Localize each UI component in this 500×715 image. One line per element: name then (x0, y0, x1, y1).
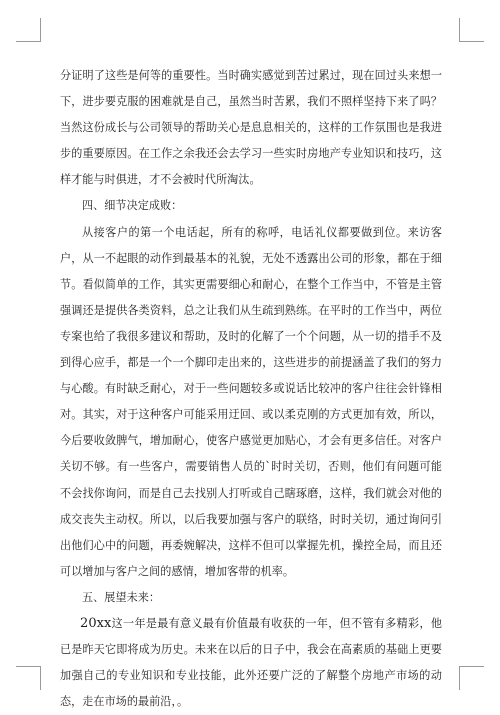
crop-mark-bottom-left (16, 666, 41, 667)
section-heading-details: 四、细节决定成败： (82, 199, 183, 213)
year-placeholder: 20xx (80, 615, 112, 631)
crop-mark-top-right (459, 41, 484, 42)
section-paragraph-details: 从接客户的第一个电话起，所有的称呼，电话礼仪都要做到位。来访客户，从一不起眼的动作到最基本的礼貌，无处不透露出公司的形象，都在于细节。看似简单的工作，其实更需要细心和耐心，在整个工作当中，不管是主管强调还是提供各类资料，总之让我们从生疏到熟练。在平时的工作当中，两位专案也给了我很多建议和帮助，及时的化解了一个个问题，从一切的措手不及到得心应手，都是一个一个脚印走出来的，这些进步的前提涵盖了我们的努力与心酸。有时缺乏耐心，对于一些问题较多或说话比较冲的客户往往会针锋相对。其实，对于这种客户可能采用迂回、或以柔克刚的方式更加有效，所以，今后要收敛脾气，增加耐心，使客户感觉更加贴心，才会有更多信任。对客户关切不够。有一些客户，需要销售人员的`时时关切，否则，他们有问题可能不会找你询问，而是自己去找别人打听或自己瞎琢磨，这样，我们就会对他的成交丧失主动权。所以，以后我要加强与客户的联络，时时关切，通过询问引出他们心中的问题，再委婉解决，这样不但可以掌握先机，操控全局，而且还可以增加与客户之间的感情，增加客带的机率。 (60, 225, 442, 578)
outlook-text: 这一年是最有意义最有价值最有收获的一年，但不管有多精彩，他已是昨天它即将成为历史。未来在以后的日子中，我会在高素质的基础上更要加强自己的专业知识和专业技能，此外还要广泛的了解整个房地产市场的动态，走在市场的最前沿，。 (60, 616, 442, 709)
crop-mark-bottom-left (40, 666, 41, 690)
document-body (60, 63, 442, 715)
crop-mark-top-right (459, 18, 460, 42)
section-heading-outlook: 五、展望未来： (82, 590, 161, 604)
crop-mark-top-left (40, 18, 41, 42)
intro-paragraph: 分证明了这些是何等的重要性。当时确实感觉到苦过累过，现在回过头来想一下，进步要克服的困难就是自己，虽然当时苦累，我们不照样坚持下来了吗？当然这份成长与公司领导的帮助关心是息息相关的，这样的工作氛围也是我进步的重要原因。在工作之余我还会去学习一些实时房地产专业知识和技巧，这样才能与时俱进，才不会被时代所淘汰。 (60, 69, 442, 187)
section-paragraph-outlook (60, 611, 442, 715)
crop-mark-top-left (16, 41, 41, 42)
crop-mark-bottom-right (459, 666, 484, 667)
crop-mark-bottom-right (459, 666, 460, 690)
